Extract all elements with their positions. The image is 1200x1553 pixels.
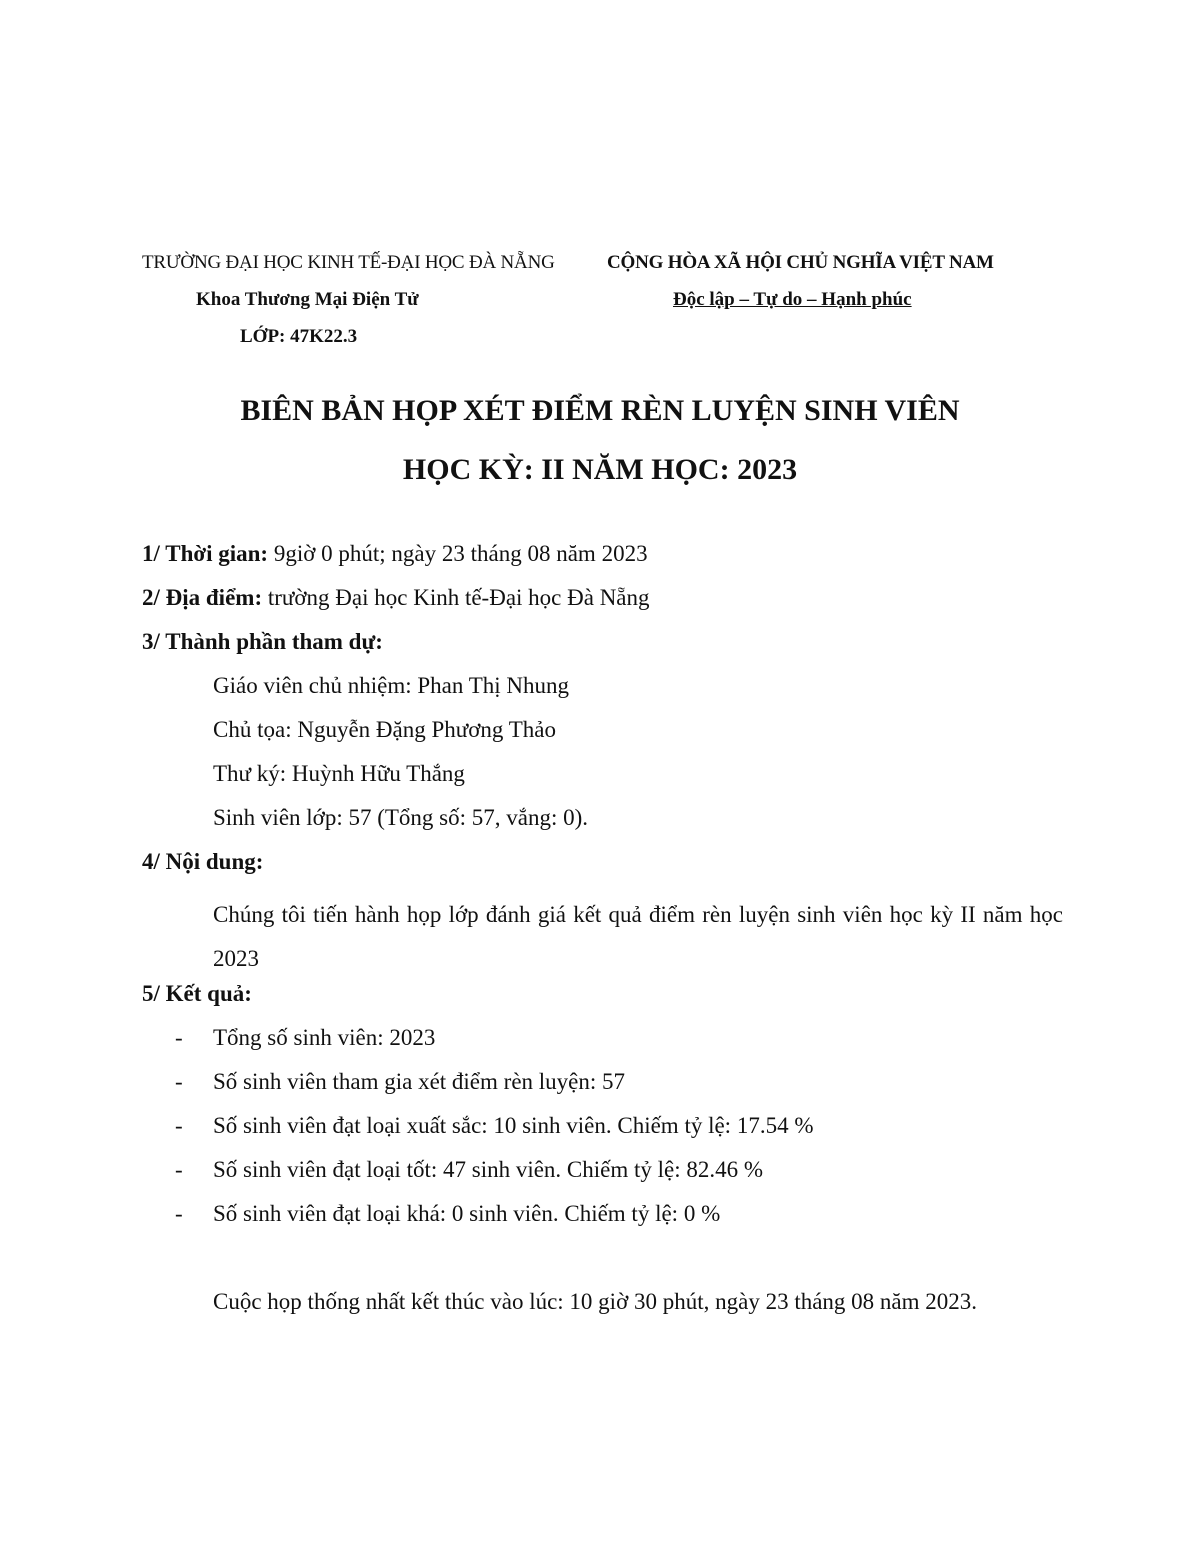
country-name: CỘNG HÒA XÃ HỘI CHỦ NGHĨA VIỆT NAM (607, 252, 994, 273)
national-motto: Độc lập – Tự do – Hạnh phúc (673, 289, 912, 310)
result-good: Số sinh viên đạt loại tốt: 47 sinh viên. Chiếm tỷ lệ: 82.46 % (213, 1157, 764, 1182)
attendee-secretary: Thư ký: Huỳnh Hữu Thắng (213, 761, 465, 786)
school-name: TRƯỜNG ĐẠI HỌC KINH TẾ-ĐẠI HỌC ĐÀ NẴNG (142, 252, 555, 273)
section-attendees-label: 3/ Thành phần tham dự: (142, 629, 383, 654)
result-excellent: Số sinh viên đạt loại xuất sắc: 10 sinh viên. Chiếm tỷ lệ: 17.54 % (213, 1113, 814, 1138)
section-results-label: 5/ Kết quả: (142, 981, 252, 1006)
section-content-label: 4/ Nội dung: (142, 849, 264, 874)
bullet-dash: - (175, 1201, 183, 1226)
result-item (175, 1069, 625, 1095)
bullet-dash: - (175, 1025, 183, 1050)
result-item (175, 1025, 435, 1051)
section-place (142, 585, 650, 611)
bullet-dash: - (175, 1113, 183, 1138)
result-item (175, 1157, 763, 1183)
bullet-dash: - (175, 1157, 183, 1182)
section-content-text: Chúng tôi tiến hành họp lớp đánh giá kết quả điểm rèn luyện sinh viên học kỳ II năm học 2023 (213, 902, 1063, 971)
attendee-students: Sinh viên lớp: 57 (Tổng số: 57, vắng: 0). (213, 805, 589, 830)
result-item (175, 1113, 813, 1139)
section-place-label: 2/ Địa điểm: (142, 585, 263, 610)
document-title: BIÊN BẢN HỌP XÉT ĐIỂM RÈN LUYỆN SINH VIÊN (240, 394, 960, 427)
class-name: LỚP: 47K22.3 (240, 326, 358, 347)
section-time (142, 541, 648, 567)
result-item (175, 1201, 720, 1227)
closing-statement: Cuộc họp thống nhất kết thúc vào lúc: 10 giờ 30 phút, ngày 23 tháng 08 năm 2023. (213, 1289, 978, 1314)
result-participants: Số sinh viên tham gia xét điểm rèn luyện: 57 (213, 1069, 626, 1094)
result-total-students: Tổng số sinh viên: 2023 (213, 1025, 436, 1050)
section-time-label: 1/ Thời gian: (142, 541, 269, 566)
section-place-value: trường Đại học Kinh tế-Đại học Đà Nẵng (262, 585, 650, 610)
result-fair: Số sinh viên đạt loại khá: 0 sinh viên. Chiếm tỷ lệ: 0 % (213, 1201, 721, 1226)
attendee-chair: Chủ tọa: Nguyễn Đặng Phương Thảo (213, 717, 556, 742)
faculty-name: Khoa Thương Mại Điện Tử (196, 289, 419, 310)
section-time-value: 9giờ 0 phút; ngày 23 tháng 08 năm 2023 (268, 541, 648, 566)
bullet-dash: - (175, 1069, 183, 1094)
document-subtitle: HỌC KỲ: II NĂM HỌC: 2023 (402, 453, 798, 486)
attendee-homeroom-teacher: Giáo viên chủ nhiệm: Phan Thị Nhung (213, 673, 570, 698)
